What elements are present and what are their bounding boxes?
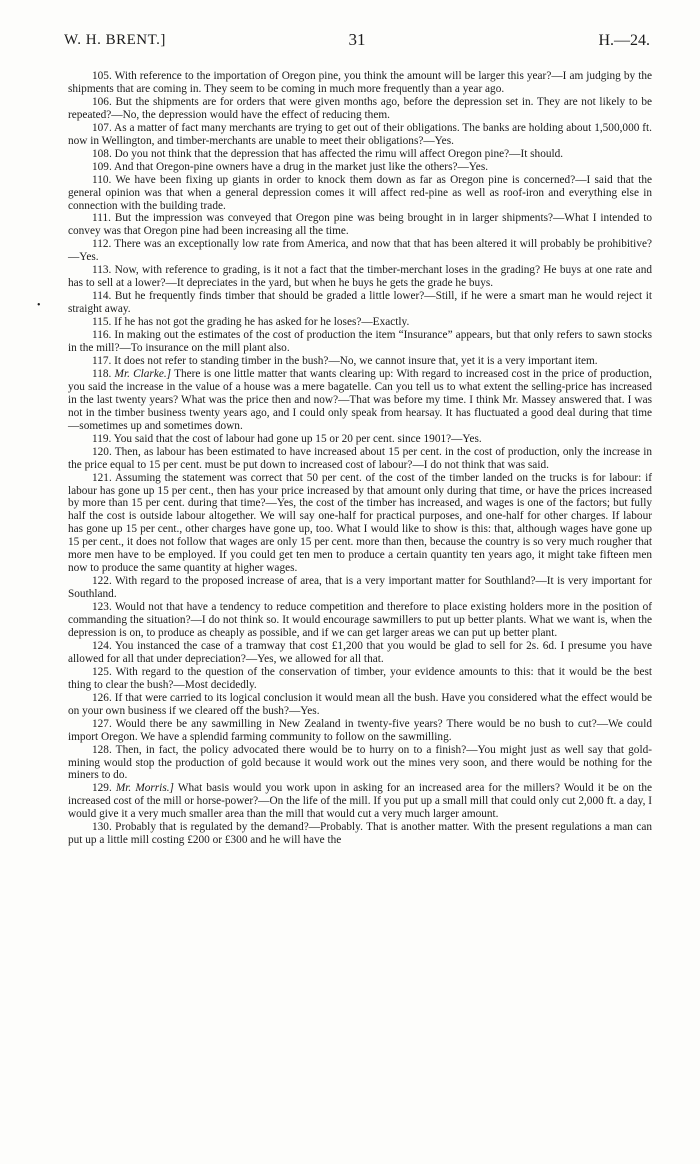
paragraph: 126. If that were carried to its logical conclusion it would mean all the bush. Have you considered what the effect would be on your own business if we cleared off the bush?—Yes. [68, 691, 652, 717]
paragraph: 113. Now, with reference to grading, is it not a fact that the timber-merchant loses in the grading? He buys at one rate and has to sell at a lower?—It depreciates in the yard, but when he buys he gets the grade he buys. [68, 264, 652, 290]
paragraph: 123. Would not that have a tendency to reduce competition and therefore to place existing holders more in the position of commanding the situation?—I do not think so. It would encourage sawmillers to put up better plants. What we want is, when the depression is on, to produce as cheaply as possible, and if we can get larger areas we can put up better plant. [68, 601, 652, 639]
paragraph: 117. It does not refer to standing timber in the bush?—No, we cannot insure that, yet it is a very important item. [92, 354, 598, 367]
paragraph: 115. If he has not got the grading he has asked for he loses?—Exactly. [92, 316, 410, 329]
paragraph: 107. As a matter of fact many merchants are trying to get out of their obligations. The banks are holding about 1,500,000 ft. now in Wellington, and timber-merchants are unable to meet their obligations?—Yes. [68, 121, 652, 147]
paragraph: 121. Assuming the statement was correct that 50 per cent. of the cost of the timber landed on the trucks is for labour: if labour has gone up 15 per cent., then has your price increased by that amount only during that time, or have the prices increased by more than 15 per cent. during that time?—Yes, the cost of the timber has increased, and wages is one of the factors; but fully half the cost is outside labour altogether. We will say one-half for practical purposes, and one-half for other charges. If labour has gone up 15 per cent., other charges have gone up, too. What I would like to show is this: that, although wages have gone up 15 per cent., it does not follow that wages are only 15 per cent. more than then, because the country is so very much rougher that more men have to be employed. If you could get ten men to produce a certain quantity ten years ago, it might take fifteen men now to produce the same quantity at higher wages. [68, 471, 652, 575]
margin-dot: • [37, 300, 41, 311]
paragraph: 111. But the impression was conveyed that Oregon pine was being brought in in larger shipments?—What I intended to convey was that Oregon pine had been increasing all the time. [68, 212, 652, 238]
speaker-label: Mr. Morris.] [115, 782, 174, 795]
paragraph: 120. Then, as labour has been estimated to have increased about 15 per cent. in the cost of production, only the increase in the price equal to 15 per cent. must be put down to increased cost of labour?—I do not think that was said. [68, 445, 652, 471]
page-number: 31 [348, 30, 366, 49]
paragraph: 114. But he frequently finds timber that should be graded a little lower?—Still, if he were a smart man he would reject it straight away. [68, 290, 652, 316]
paragraph: 130. Probably that is regulated by the demand?—Probably. That is another matter. With the present regulations a man can put up a little mill costing £200 or £300 and he will have the [68, 821, 652, 847]
paragraph: 118. Mr. Clarke.] There is one little matter that wants clearing up: With regard to increased cost in the price of production, you said the increase in the value of a house was a mere bagatelle. Can you tell us to what extent the selling-price has increased in the last twenty years? What was the price then and now?—That was before my time. I think Mr. Massey answered that. I was not in the timber business twenty years ago, and I could only speak from hearsay. It has fluctuated a good deal during that time—sometimes up and sometimes down. [68, 367, 652, 432]
paragraph: 108. Do you not think that the depression that has affected the rimu will affect Oregon pine?—It should. [92, 147, 564, 160]
question-number: 129. [92, 782, 112, 795]
document-body [68, 70, 652, 847]
paragraph: 116. In making out the estimates of the cost of production the item “Insurance” appears, but that only refers to sawn stocks in the mill?—To insurance on the mill plant also. [68, 329, 652, 355]
paragraph: 119. You said that the cost of labour had gone up 15 or 20 per cent. since 1901?—Yes. [92, 432, 482, 445]
paragraph: 110. We have been fixing up giants in order to knock them down as far as Oregon pine is concerned?—I said that the general opinion was that when a general depression comes it will affect red-pine as well as roof-iron and everything else in connection with the building trade. [68, 173, 652, 212]
paragraph: 127. Would there be any sawmilling in New Zealand in twenty-five years? There would be no bush to cut?—We could import Oregon. We have a splendid farming community to follow on the sawmilling. [68, 717, 652, 743]
witness-name: W. H. BRENT.] [64, 32, 166, 48]
paragraph: 122. With regard to the proposed increase of area, that is a very important matter for Southland?—It is very important for Southland. [68, 575, 652, 601]
paragraph: 124. You instanced the case of a tramway that cost £1,200 that you would be glad to sell for 2s. 6d. I presume you have allowed for all that under depreciation?—Yes, we allowed for all that. [68, 639, 652, 665]
paragraph: 105. With reference to the importation of Oregon pine, you think the amount will be larger this year?—I am judging by the shipments that are coming in. They seem to be coming in much more frequently than a year ago. [68, 70, 652, 95]
paragraph: 125. With regard to the question of the conservation of timber, your evidence amounts to this: that it would be the best thing to clear the bush?—Most decidedly. [68, 665, 652, 691]
document-reference: H.—24. [598, 32, 650, 49]
question-number: 118. [92, 367, 112, 380]
page-header [64, 32, 650, 54]
paragraph: 129. Mr. Morris.] What basis would you work upon in asking for an increased area for the millers? Would it be on the increased cost of the mill or horse-power?—On the life of the mill. If you put up a small mill that could only cut 2,000 ft. a day, I would give it a very much smaller area than the mill that would cut a very much larger amount. [68, 782, 653, 821]
speaker-label: Mr. Clarke.] [114, 367, 172, 380]
paragraph: 128. Then, in fact, the policy advocated there would be to hurry on to a finish?—You might just as well say that gold-mining would stop the production of gold because it would work out the mines very soon, and there would be nothing for the miners to do. [68, 743, 652, 782]
paragraph: 109. And that Oregon-pine owners have a drug in the market just like the others?—Yes. [92, 160, 489, 173]
paragraph: 112. There was an exceptionally low rate from America, and now that that has been altered it will probably be prohibitive?—Yes. [68, 238, 652, 264]
paragraph: 106. But the shipments are for orders that were given months ago, before the depression set in. They are not likely to be repeated?—No, the depression would have the effect of reducing them. [68, 95, 652, 121]
